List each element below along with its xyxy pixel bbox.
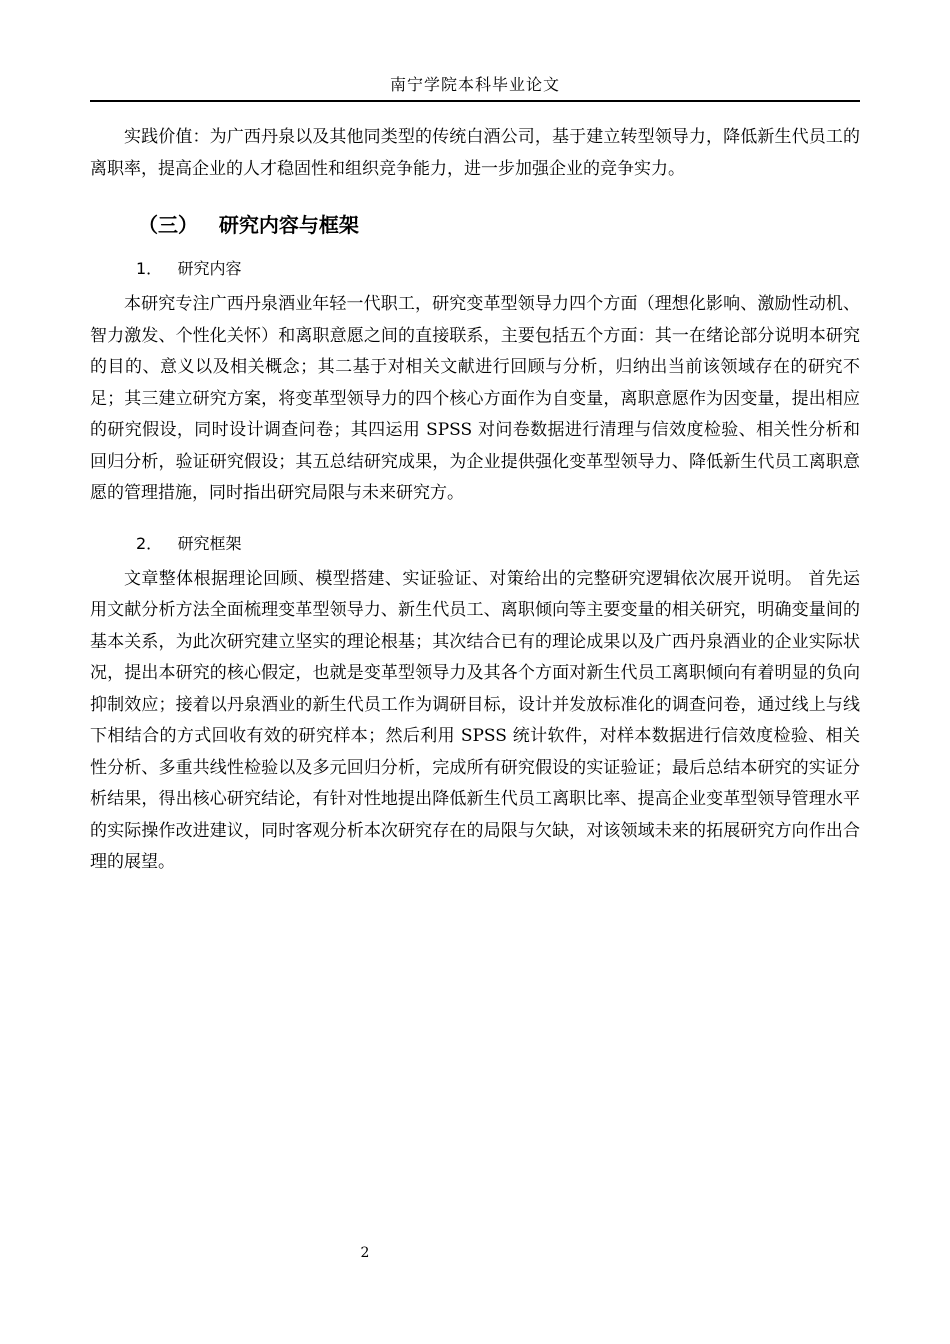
research-content-paragraph: 本研究专注广西丹泉酒业年轻一代职工，研究变革型领导力四个方面（理想化影响、激励性动机、智力激发、个性化关怀）和离职意愿之间的直接联系，主要包括五个方面：其一在绪论部分说明本研究的目的、意义以及相关概念；其二基于对相关文献进行回顾与分析，归纳出当前该领域存在的研究不足；其三建立研究方案，将变革型领导力的四个核心方面作为自变量，离职意愿作为因变量，提出相应的研究假设，同时设计调查问卷；其四运用 SPSS 对问卷数据进行清理与信效度检验、相关性分析和回归分析，验证研究假设；其五总结研究成果，为企业提供强化变革型领导力、降低新生代员工离职意愿的管理措施，同时指出研究局限与未来研究方。 xyxy=(90,294,860,503)
research-framework-paragraph: 文章整体根据理论回顾、模型搭建、实证验证、对策给出的完整研究逻辑依次展开说明。 首先运用文献分析方法全面梳理变革型领导力、新生代员工、离职倾向等主要变量的相关研究，明确变量间的基本关系，为此次研究建立坚实的理论根基；其次结合已有的理论成果以及广西丹泉酒业的企业实际状况，提出本研究的核心假定，也就是变革型领导力及其各个方面对新生代员工离职倾向有着明显的负向抑制效应；接着以丹泉酒业的新生代员工作为调研目标，设计并发放标准化的调查问卷，通过线上与线下相结合的方式回收有效的研究样本；然后利用 SPSS 统计软件，对样本数据进行信效度检验、相关性分析、多重共线性检验以及多元回归分析，完成所有研究假设的实证验证；最后总结本研究的实证分析结果，得出核心研究结论，有针对性地提出降低新生代员工离职比率、提高企业变革型领导管理水平的实际操作改进建议，同时客观分析本次研究存在的局限与欠缺，对该领域未来的拓展研究方向作出合理的展望。 xyxy=(90,568,860,872)
page-header: 南宁学院本科毕业论文 xyxy=(389,75,560,94)
subsection-heading-research-content: 1． 研究内容 xyxy=(136,259,242,278)
page-content xyxy=(90,122,860,879)
section-heading: （三） 研究内容与框架 xyxy=(138,213,359,237)
header-divider xyxy=(90,100,860,102)
page-number: 2 xyxy=(360,1245,370,1261)
subsection-heading-research-framework: 2． 研究框架 xyxy=(136,533,242,553)
practical-value-paragraph: 实践价值：为广西丹泉以及其他同类型的传统白酒公司，基于建立转型领导力，降低新生代员工的离职率，提高企业的人才稳固性和组织竞争能力，进一步加强企业的竞争实力。 xyxy=(90,127,860,179)
